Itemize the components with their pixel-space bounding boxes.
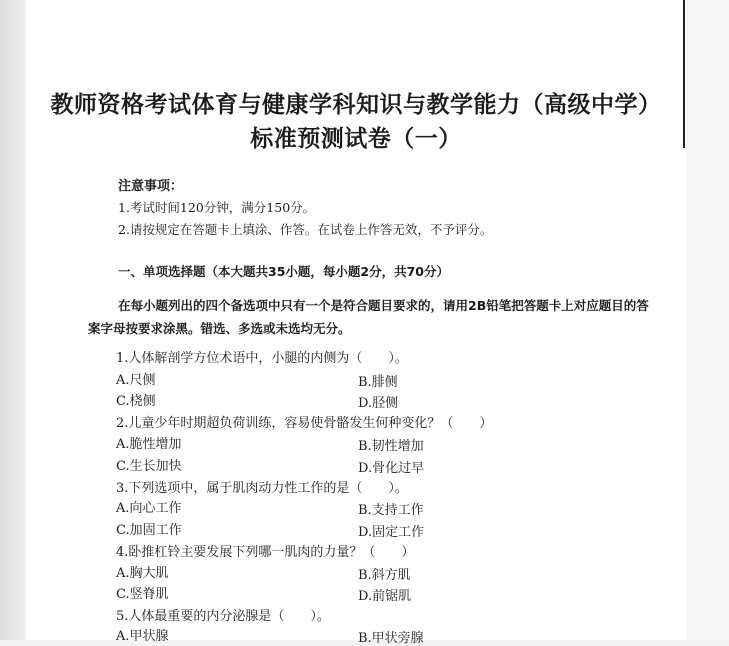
page-left-shadow [0,0,26,640]
option-d: D.胫侧 [358,396,399,411]
question-stem: 5.人体最重要的内分泌腺是（ ）。 [116,609,330,624]
option-b: B.韧性增加 [358,439,424,454]
question-stem: 3.下列选项中，属于肌肉动力性工作的是（ ）。 [116,481,408,496]
page-right-margin [686,0,729,640]
option-a: A.脆性增加 [116,437,182,452]
notice-item: 1.考试时间120分钟，满分150分。 [118,200,316,215]
option-d: D.固定工作 [358,525,425,540]
section-instructions: 在每小题列出的四个备选项中只有一个是符合题目要求的，请用2B铅笔把答题卡上对应题目的答案字母按要求涂黑。错选、多选或未选均无分。 [88,298,649,336]
question-stem: 1.人体解剖学方位术语中，小腿的内侧为（ ）。 [116,351,408,366]
notice-item: 2.请按规定在答题卡上填涂、作答。在试卷上作答无效，不予评分。 [118,222,493,237]
option-b: B.腓侧 [358,375,398,390]
option-c: C.竖脊肌 [116,587,169,602]
option-c: C.桡侧 [116,394,156,409]
notice-heading: 注意事项： [118,179,184,194]
option-b: B.斜方肌 [358,568,411,583]
option-d: D.骨化过早 [358,461,425,476]
exam-title-line2: 标准预测试卷（一） [250,125,462,152]
option-d: D.前锯肌 [358,589,412,604]
option-b: B.甲状旁腺 [358,631,424,646]
question-stem: 4.卧推杠铃主要发展下列哪一肌肉的力量？（ ） [116,545,415,560]
question-stem: 2.儿童少年时期超负荷训练，容易使骨骼发生何种变化？（ ） [116,416,493,431]
section-heading: 一、单项选择题（本大题共35小题，每小题2分，共70分） [118,264,449,279]
option-a: A.向心工作 [116,501,182,516]
option-b: B.支持工作 [358,503,424,518]
option-c: C.加固工作 [116,523,182,538]
option-a: A.甲状腺 [116,629,169,644]
option-c: C.生长加快 [116,459,182,474]
option-a: A.尺侧 [116,373,156,388]
option-a: A.胸大肌 [116,566,169,581]
exam-title-line1: 教师资格考试体育与健康学科知识与教学能力（高级中学） [50,91,662,118]
